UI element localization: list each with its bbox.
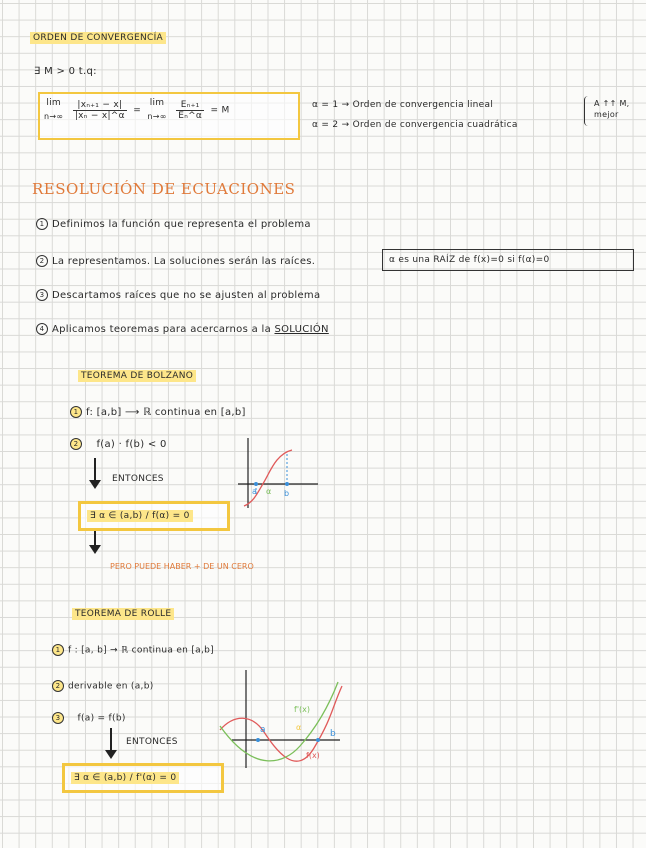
rolle-then: ENTONCES — [126, 737, 178, 747]
rolle-result-box — [62, 763, 224, 793]
bolzano-title: TEOREMA DE BOLZANO — [78, 370, 196, 382]
rolle-arrow-shaft — [110, 728, 112, 752]
bolzano-b-point — [285, 482, 289, 486]
bolzano-arrow-1-shaft — [94, 458, 96, 482]
root-definition-box: α es una RAÍZ de f(x)=0 si f(α)=0 — [382, 249, 634, 271]
rolle-b-point — [316, 738, 320, 742]
limit-formula — [44, 96, 230, 124]
rolle-label-a: a — [260, 725, 266, 735]
rolle-label-f: f(x) — [306, 751, 320, 760]
step-4-number: 4 — [36, 323, 48, 335]
rolle-arrow-head — [105, 750, 117, 759]
rolle-c1-text: f : [a, b] → ℝ continua en [a,b] — [68, 645, 214, 656]
step-1-number: 1 — [36, 218, 48, 230]
rolle-condition-2 — [52, 680, 154, 692]
order-quadratic: α = 2 → Orden de convergencia cuadrática — [312, 120, 518, 130]
equals-m: = M — [210, 105, 230, 116]
frac-2-top: Eₙ₊₁ — [176, 100, 204, 111]
step-1 — [36, 218, 311, 230]
step-4-text: Aplicamos teoremas para acercarnos a la — [52, 324, 275, 335]
rolle-title: TEOREMA DE ROLLE — [72, 608, 174, 620]
step-2-text: La representamos. La soluciones serán las raíces. — [52, 256, 316, 267]
rolle-curve-f — [220, 686, 342, 761]
rolle-c2-number: 2 — [52, 680, 64, 692]
rolle-label-alpha: α — [296, 723, 302, 732]
step-2 — [36, 255, 315, 267]
bolzano-label-b: b — [284, 489, 290, 498]
bolzano-condition-2 — [70, 438, 167, 450]
bolzano-condition-1 — [70, 406, 246, 418]
brace — [584, 96, 591, 126]
bolzano-arrow-2-head — [89, 545, 101, 554]
rolle-label-b: b — [330, 729, 336, 739]
step-3-number: 3 — [36, 289, 48, 301]
bolzano-graph — [230, 432, 322, 510]
order-note: A ↑↑ M, mejor — [594, 99, 630, 119]
rolle-condition-3 — [52, 712, 126, 724]
bolzano-c1-text: f: [a,b] ⟶ ℝ continua en [a,b] — [86, 407, 246, 418]
bolzano-label-a: a — [252, 487, 257, 496]
rolle-curve-fprime — [220, 682, 338, 761]
step-4-underlined: SOLUCIÓN — [274, 324, 329, 335]
bolzano-note: PERO PUEDE HABER + DE UN CERO — [110, 562, 254, 571]
lim-1: lim — [46, 98, 61, 108]
bolzano-then: ENTONCES — [112, 474, 164, 484]
rolle-graph — [214, 668, 348, 770]
rolle-condition-1 — [52, 644, 214, 656]
step-1-text: Definimos la función que representa el problema — [52, 219, 311, 230]
bolzano-c1-number: 1 — [70, 406, 82, 418]
order-linear: α = 1 → Orden de convergencia lineal — [312, 100, 494, 110]
bolzano-label-alpha: α — [266, 487, 272, 496]
lim-1-sub: n→∞ — [44, 112, 64, 121]
bolzano-c2-number: 2 — [70, 438, 82, 450]
rolle-c1-number: 1 — [52, 644, 64, 656]
rolle-label-fprime: f'(x) — [294, 705, 310, 714]
exists-statement: ∃ M > 0 t.q: — [34, 66, 97, 77]
lim-2-sub: n→∞ — [147, 112, 167, 121]
rolle-c2-text: derivable en (a,b) — [68, 681, 154, 692]
step-2-number: 2 — [36, 255, 48, 267]
bolzano-c2-text: f(a) · f(b) < 0 — [96, 439, 167, 450]
frac-2-bottom: Eₙ^α — [178, 110, 203, 121]
step-3-text: Descartamos raíces que no se ajusten al problema — [52, 290, 321, 301]
resolution-title: RESOLUCIÓN DE ECUACIONES — [32, 180, 296, 198]
frac-1-bottom: |xₙ − x|^α — [74, 110, 125, 121]
rolle-c3-number: 3 — [52, 712, 64, 724]
bolzano-result: ∃ α ∈ (a,b) / f(α) = 0 — [87, 510, 193, 522]
frac-1-top: |xₙ₊₁ − x| — [73, 100, 127, 111]
bolzano-a-point — [254, 482, 258, 486]
rolle-c3-text: f(a) = f(b) — [77, 713, 126, 724]
step-4 — [36, 323, 329, 335]
equals-1: = — [133, 105, 142, 116]
step-3 — [36, 289, 320, 301]
bolzano-result-box — [78, 501, 230, 531]
rolle-result: ∃ α ∈ (a,b) / f'(α) = 0 — [71, 772, 179, 784]
bolzano-arrow-1-head — [89, 480, 101, 489]
lim-2: lim — [149, 98, 165, 108]
rolle-a-point — [256, 738, 260, 742]
convergence-title: ORDEN DE CONVERGENCÍA — [30, 32, 166, 44]
